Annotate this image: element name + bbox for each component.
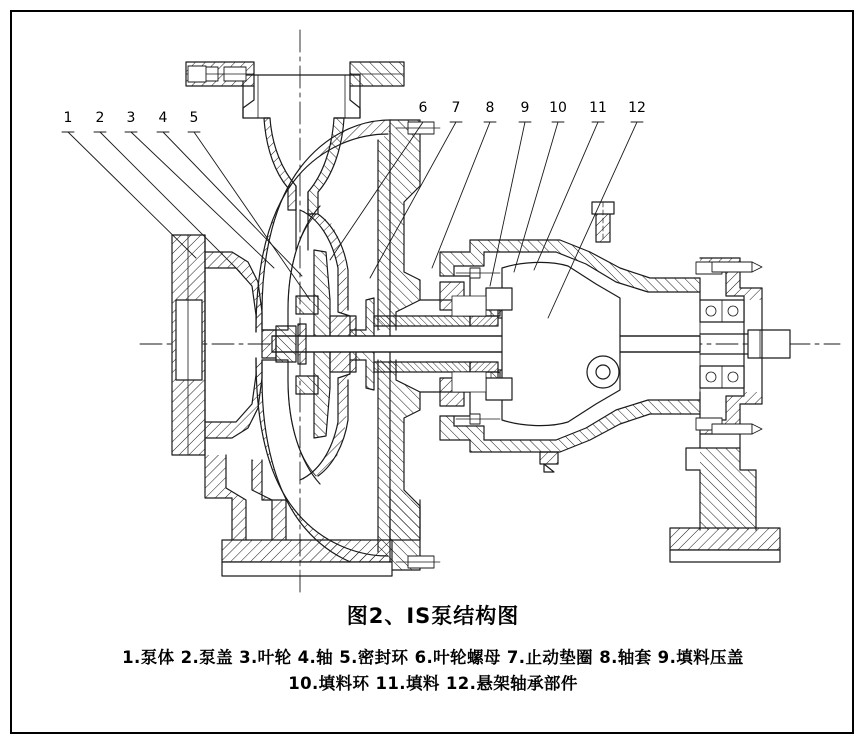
callout-number: 9 bbox=[520, 100, 530, 116]
callout-number: 3 bbox=[126, 110, 136, 126]
callout-number: 10 bbox=[549, 100, 567, 116]
legend-line-2: 10.填料环 11.填料 12.悬架轴承部件 bbox=[288, 674, 578, 693]
callout-number: 6 bbox=[418, 100, 428, 116]
callout-number: 11 bbox=[589, 100, 607, 116]
legend-line-1: 1.泵体 2.泵盖 3.叶轮 4.轴 5.密封环 6.叶轮螺母 7.止动垫圈 8.轴套 9.填料压盖 bbox=[122, 648, 744, 667]
callout-number: 1 bbox=[63, 110, 73, 126]
figure-caption: 图2、IS泵结构图 bbox=[346, 604, 520, 628]
callout-number: 7 bbox=[451, 100, 461, 116]
figure-legend bbox=[0, 645, 866, 697]
callout-number: 5 bbox=[189, 110, 199, 126]
callout-number: 2 bbox=[95, 110, 105, 126]
callout-number: 8 bbox=[485, 100, 495, 116]
callout-number: 4 bbox=[158, 110, 168, 126]
callout-number: 12 bbox=[628, 100, 646, 116]
